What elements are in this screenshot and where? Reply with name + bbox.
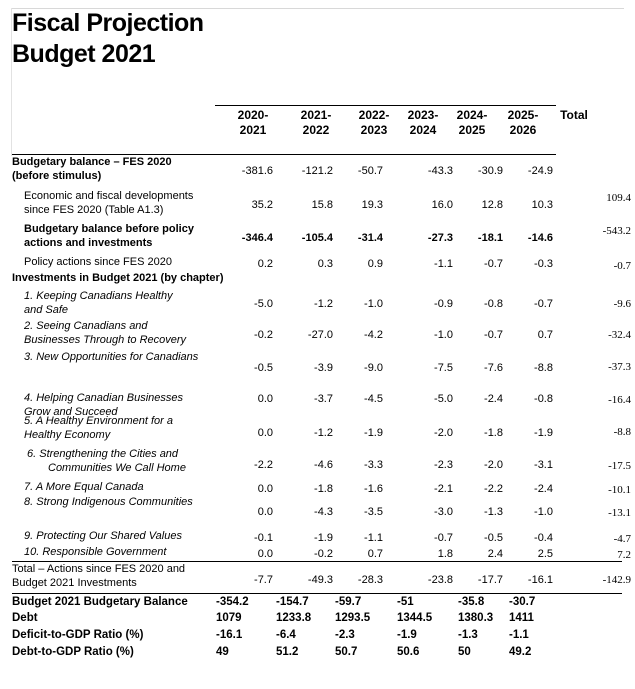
row-label-line: Communities We Call Home <box>48 462 186 474</box>
column-header-year <box>499 108 547 138</box>
value-cell: -16.1 <box>527 574 553 586</box>
total-cell: -4.7 <box>613 533 631 545</box>
row-label <box>24 222 194 250</box>
row-label-line: since FES 2020 (Table A1.3) <box>24 204 164 216</box>
value-cell: -0.4 <box>534 532 553 544</box>
row-label <box>27 447 186 475</box>
row-label <box>24 289 173 317</box>
value-cell: -4.2 <box>364 329 383 341</box>
value-cell: -1.1 <box>364 532 383 544</box>
column-header-line: 2022 <box>302 123 330 137</box>
summary-value: 49.2 <box>509 646 532 658</box>
total-cell: 7.2 <box>617 549 631 561</box>
row-label <box>24 480 144 494</box>
value-cell: -0.3 <box>534 258 553 270</box>
row-label-line: 4. Helping Canadian Businesses <box>24 392 183 404</box>
header-top-rule <box>215 105 556 106</box>
column-header-line: 2021- <box>300 108 332 122</box>
value-cell: -7.5 <box>434 362 453 374</box>
summary-value: -6.4 <box>276 629 296 641</box>
column-header-total: Total <box>560 108 588 122</box>
row-label-line: 10. Responsible Government <box>24 546 167 558</box>
row-label <box>24 350 198 364</box>
value-cell: 0.0 <box>257 427 273 439</box>
value-cell: 2.4 <box>487 548 503 560</box>
column-header-line: 2020- <box>237 108 269 122</box>
value-cell: -2.1 <box>434 483 453 495</box>
value-cell: -1.0 <box>534 506 553 518</box>
value-cell: 0.0 <box>257 483 273 495</box>
row-label <box>24 495 193 509</box>
value-cell: -3.9 <box>314 362 333 374</box>
title-line-1: Fiscal Projection <box>12 9 204 37</box>
row-label-line: and Safe <box>24 304 69 316</box>
value-cell: -346.4 <box>241 232 273 244</box>
row-label-line: Healthy Economy <box>24 429 111 441</box>
total-cell: -16.4 <box>608 394 631 406</box>
summary-value: 1233.8 <box>276 612 312 624</box>
total-cell: -142.9 <box>602 574 631 586</box>
row-label <box>24 189 193 217</box>
value-cell: -3.5 <box>364 506 383 518</box>
summary-value: -16.1 <box>216 629 243 641</box>
value-cell: -0.1 <box>254 532 273 544</box>
value-cell: -24.9 <box>527 165 553 177</box>
value-cell: -0.2 <box>314 548 333 560</box>
value-cell: -31.4 <box>357 232 383 244</box>
column-header-year <box>399 108 447 138</box>
value-cell: -2.4 <box>534 483 553 495</box>
value-cell: -2.0 <box>434 427 453 439</box>
value-cell: -2.0 <box>484 459 503 471</box>
value-cell: -49.3 <box>307 574 333 586</box>
value-cell: -381.6 <box>241 165 273 177</box>
value-cell: -0.8 <box>484 298 503 310</box>
summary-value: -35.8 <box>458 596 485 608</box>
value-cell: -27.0 <box>307 329 333 341</box>
total-cell: 109.4 <box>606 192 631 204</box>
value-cell: -1.3 <box>484 506 503 518</box>
summary-value: -1.3 <box>458 629 478 641</box>
row-label-line: (before stimulus) <box>12 170 102 182</box>
row-label-line: Grow and Succeed <box>24 406 118 418</box>
column-header-line: 2021 <box>239 123 267 137</box>
column-header-line: 2023 <box>360 123 388 137</box>
row-label-line: 2. Seeing Canadians and <box>24 320 148 332</box>
value-cell: -14.6 <box>527 232 553 244</box>
title-line-2: Budget 2021 <box>12 40 156 68</box>
value-cell: 0.7 <box>367 548 383 560</box>
summary-value: -1.1 <box>509 629 529 641</box>
summary-value: 50.6 <box>397 646 420 658</box>
row-label <box>12 271 224 285</box>
page-title <box>12 8 204 70</box>
column-header-line: 2023- <box>407 108 439 122</box>
value-cell: -1.6 <box>364 483 383 495</box>
value-cell: -0.5 <box>254 362 273 374</box>
row-label-line: Budgetary balance before policy <box>24 223 194 235</box>
value-cell: -4.6 <box>314 459 333 471</box>
row-label <box>12 562 185 590</box>
value-cell: -50.7 <box>357 165 383 177</box>
value-cell: -43.3 <box>427 165 453 177</box>
value-cell: -0.9 <box>434 298 453 310</box>
total-cell: -37.3 <box>608 361 631 373</box>
value-cell: -27.3 <box>427 232 453 244</box>
summary-value: 50.7 <box>335 646 358 658</box>
column-header-line: 2026 <box>509 123 537 137</box>
value-cell: -2.2 <box>484 483 503 495</box>
row-label-line: 8. Strong Indigenous Communities <box>24 496 193 508</box>
row-label <box>24 545 166 559</box>
summary-value: 1079 <box>216 612 242 624</box>
column-header-year <box>292 108 340 138</box>
row-label-line: 5. A Healthy Environment for a <box>24 415 173 427</box>
value-cell: -1.8 <box>314 483 333 495</box>
row-label-line: Total – Actions since FES 2020 and <box>12 563 186 575</box>
value-cell: -0.7 <box>434 532 453 544</box>
total-cell: -9.6 <box>613 298 631 310</box>
value-cell: -105.4 <box>301 232 333 244</box>
value-cell: 0.2 <box>257 258 273 270</box>
row-label-line: Policy actions since FES 2020 <box>24 256 172 268</box>
column-header-line: 2025 <box>458 123 486 137</box>
value-cell: -121.2 <box>301 165 333 177</box>
value-cell: 0.0 <box>257 393 273 405</box>
column-header-line: 2025- <box>507 108 539 122</box>
row-label-line: Budget 2021 Investments <box>12 577 137 589</box>
value-cell: -0.7 <box>534 298 553 310</box>
value-cell: -1.1 <box>434 258 453 270</box>
summary-value: -30.7 <box>509 596 536 608</box>
summary-value: -354.2 <box>216 596 249 608</box>
row-label <box>12 155 172 183</box>
value-cell: 10.3 <box>531 199 553 211</box>
value-cell: -17.7 <box>477 574 503 586</box>
total-cell: -0.7 <box>613 260 631 272</box>
total-cell: -543.2 <box>602 225 631 237</box>
row-label-line: 6. Strengthening the Cities and <box>27 448 179 460</box>
row-label-line: Economic and fiscal developments <box>24 190 194 202</box>
summary-value: -1.9 <box>397 629 417 641</box>
value-cell: -2.4 <box>484 393 503 405</box>
value-cell: -2.3 <box>434 459 453 471</box>
column-header-line: 2024- <box>456 108 488 122</box>
summary-value: 51.2 <box>276 646 299 658</box>
row-label <box>24 529 182 543</box>
row-label-line: Budgetary balance – FES 2020 <box>12 156 172 168</box>
row-label-line: actions and investments <box>24 237 153 249</box>
value-cell: -1.2 <box>314 427 333 439</box>
row-label-line: 1. Keeping Canadians Healthy <box>24 290 173 302</box>
value-cell: 15.8 <box>311 199 333 211</box>
column-header-year <box>350 108 398 138</box>
value-cell: -3.7 <box>314 393 333 405</box>
summary-value: -59.7 <box>335 596 362 608</box>
row-label-line: 9. Protecting Our Shared Values <box>24 530 182 542</box>
value-cell: 19.3 <box>361 199 383 211</box>
summary-label: Budget 2021 Budgetary Balance <box>12 596 188 608</box>
summary-value: 1411 <box>509 612 534 624</box>
value-cell: -28.3 <box>357 574 383 586</box>
value-cell: -18.1 <box>477 232 503 244</box>
column-header-line: 2022- <box>358 108 390 122</box>
value-cell: -1.9 <box>364 427 383 439</box>
value-cell: -0.7 <box>484 258 503 270</box>
value-cell: -7.7 <box>254 574 273 586</box>
value-cell: -2.2 <box>254 459 273 471</box>
value-cell: 0.9 <box>367 258 383 270</box>
total-cell: -8.8 <box>613 426 631 438</box>
value-cell: -23.8 <box>427 574 453 586</box>
value-cell: -1.2 <box>314 298 333 310</box>
row-label-line: 7. A More Equal Canada <box>24 481 144 493</box>
value-cell: -0.5 <box>484 532 503 544</box>
summary-value: -51 <box>397 596 414 608</box>
summary-label: Deficit-to-GDP Ratio (%) <box>12 629 144 641</box>
value-cell: -4.5 <box>364 393 383 405</box>
value-cell: 0.0 <box>257 506 273 518</box>
value-cell: 0.0 <box>257 548 273 560</box>
summary-value: 1293.5 <box>335 612 371 624</box>
value-cell: -9.0 <box>364 362 383 374</box>
row-label <box>24 319 186 347</box>
value-cell: -3.1 <box>534 459 553 471</box>
value-cell: 2.5 <box>537 548 553 560</box>
total-row-top-rule <box>12 561 622 562</box>
value-cell: -7.6 <box>484 362 503 374</box>
summary-value: 49 <box>216 646 229 658</box>
value-cell: -1.0 <box>364 298 383 310</box>
total-row-bottom-rule <box>12 593 622 594</box>
row-label-line: Businesses Through to Recovery <box>24 334 187 346</box>
summary-value: -154.7 <box>276 596 309 608</box>
value-cell: -8.8 <box>534 362 553 374</box>
summary-value: 1380.3 <box>458 612 494 624</box>
value-cell: 1.8 <box>437 548 453 560</box>
row-label <box>24 414 173 442</box>
value-cell: -4.3 <box>314 506 333 518</box>
value-cell: -0.7 <box>484 329 503 341</box>
value-cell: -5.0 <box>434 393 453 405</box>
summary-label: Debt-to-GDP Ratio (%) <box>12 646 134 658</box>
value-cell: -1.9 <box>314 532 333 544</box>
total-cell: -32.4 <box>608 329 631 341</box>
value-cell: -0.2 <box>254 329 273 341</box>
total-cell: -17.5 <box>608 460 631 472</box>
row-label-line: 3. New Opportunities for Canadians <box>24 351 199 363</box>
value-cell: 16.0 <box>431 199 453 211</box>
summary-value: -2.3 <box>335 629 355 641</box>
total-cell: -13.1 <box>608 507 631 519</box>
row-label-line: Investments in Budget 2021 (by chapter) <box>12 272 224 284</box>
value-cell: -0.8 <box>534 393 553 405</box>
value-cell: 12.8 <box>481 199 503 211</box>
value-cell: -3.3 <box>364 459 383 471</box>
value-cell: -30.9 <box>477 165 503 177</box>
summary-value: 1344.5 <box>397 612 433 624</box>
value-cell: -1.8 <box>484 427 503 439</box>
value-cell: -1.0 <box>434 329 453 341</box>
value-cell: 35.2 <box>251 199 273 211</box>
column-header-line: 2024 <box>409 123 437 137</box>
summary-value: 50 <box>458 646 471 658</box>
value-cell: 0.7 <box>537 329 553 341</box>
summary-label: Debt <box>12 612 38 624</box>
row-label <box>24 255 172 269</box>
value-cell: -1.9 <box>534 427 553 439</box>
column-header-year <box>448 108 496 138</box>
column-header-year <box>229 108 277 138</box>
value-cell: -3.0 <box>434 506 453 518</box>
total-cell: -10.1 <box>608 484 631 496</box>
value-cell: 0.3 <box>317 258 333 270</box>
value-cell: -5.0 <box>254 298 273 310</box>
